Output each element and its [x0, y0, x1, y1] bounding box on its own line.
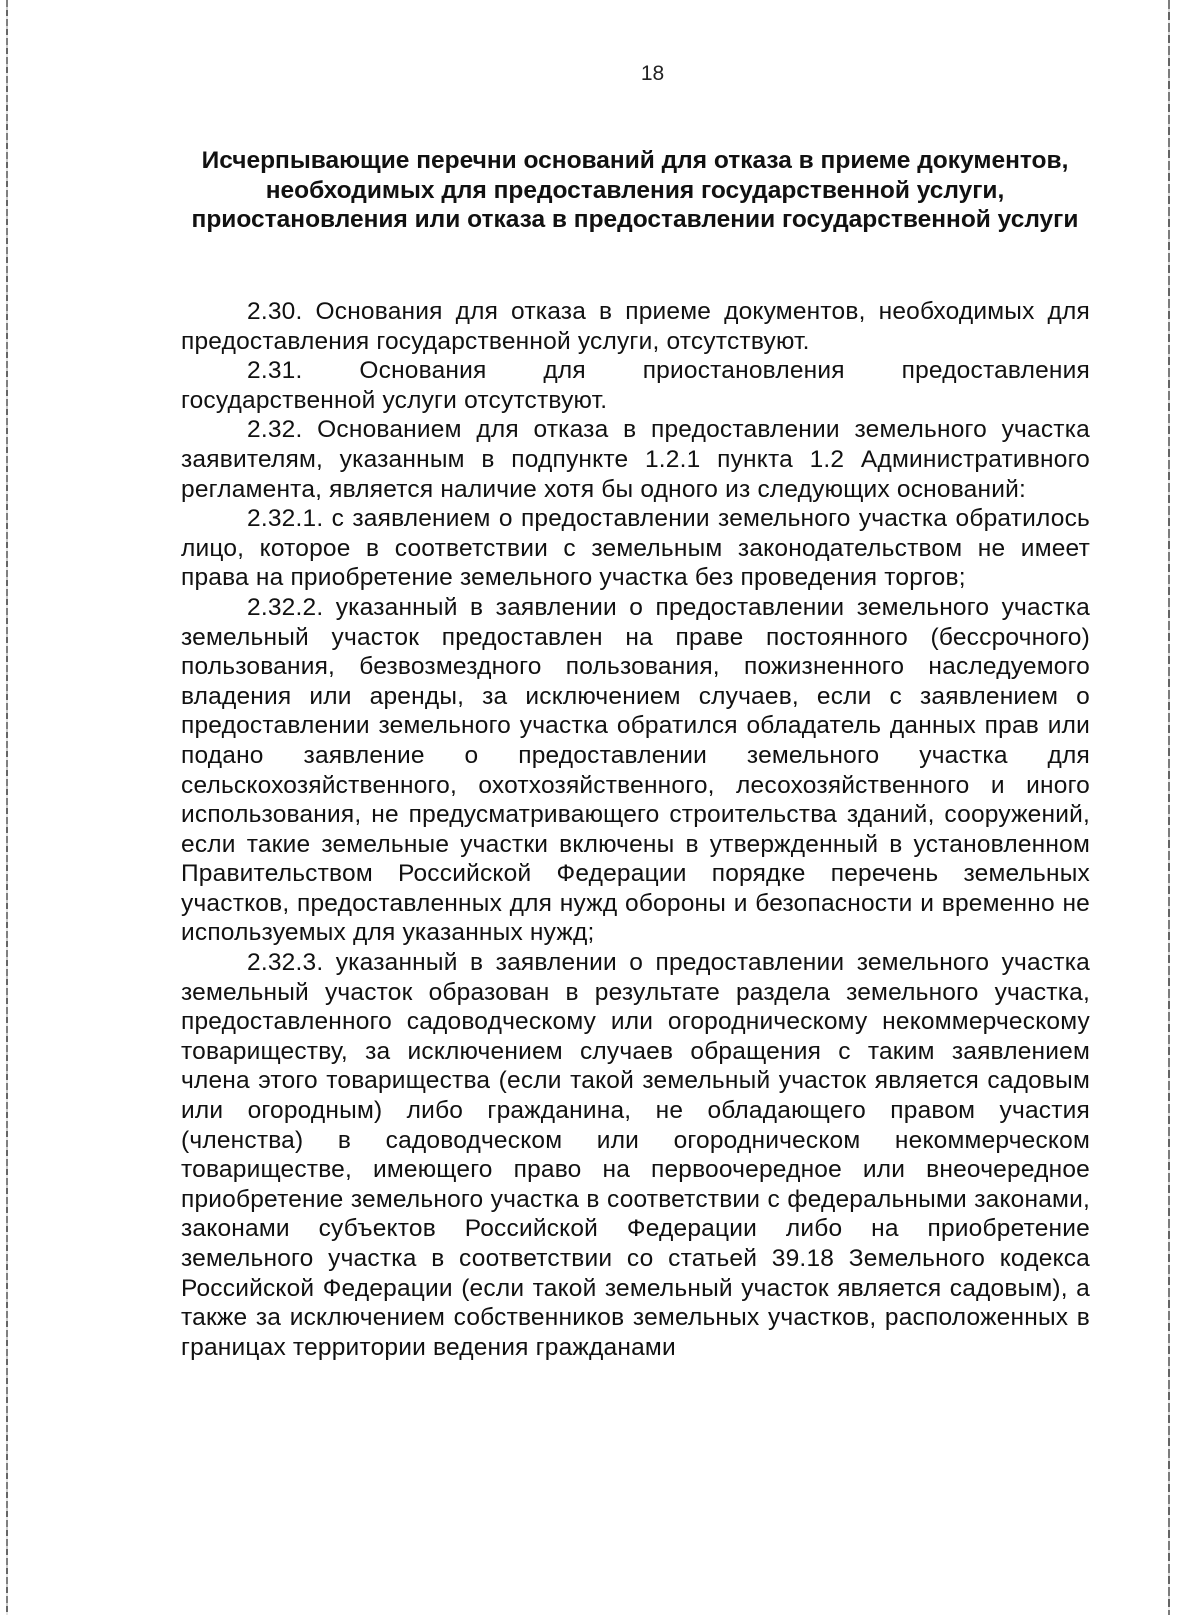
paragraph-2-32-3: 2.32.3. указанный в заявлении о предоставлении земельного участка земельный участок образован в результате раздела земельного участка, предоставленного садоводческому или огородническому некоммерческому товариществу, за исключением случаев обращения с таким заявлением члена этого товарищества (если такой земельный участок является садовым или огородным) либо гражданина, не обладающего правом участия (членства) в садоводческом или огородническом некоммерческом товариществе, имеющего право на первоочередное или внеочередное приобретение земельного участка в соответствии с федеральными законами, законами субъектов Российской Федерации либо на приобретение земельного участка в соответствии со статьей 39.18 Земельного кодекса Российской Федерации (если такой земельный участок является садовым), а также за исключением собственников земельных участков, расположенных в границах территории ведения гражданами	[181, 949, 1090, 1361]
section-heading: Исчерпывающие перечни оснований для отказа в приеме документов, необходимых для предоставления государственной услуги, приостановления или отказа в предоставлении государственной услуги	[191, 147, 1079, 233]
scan-edge-left	[6, 0, 8, 1615]
paragraph-2-31: 2.31. Основания для приостановления предоставления государственной услуги отсутствуют.	[181, 357, 1090, 414]
paragraph-2-32: 2.32. Основанием для отказа в предоставлении земельного участка заявителям, указанным в подпункте 1.2.1 пункта 1.2 Административного регламента, является наличие хотя бы одного из следующих оснований:	[181, 416, 1090, 503]
paragraph-2-30: 2.30. Основания для отказа в приеме документов, необходимых для предоставления государственной услуги, отсутствуют.	[181, 298, 1090, 355]
paragraph-2-32-1: 2.32.1. с заявлением о предоставлении земельного участка обратилось лицо, которое в соответствии с земельным законодательством не имеет права на приобретение земельного участка без проведения торгов;	[181, 505, 1090, 592]
paragraph-2-32-2: 2.32.2. указанный в заявлении о предоставлении земельного участка земельный участок предоставлен на праве постоянного (бессрочного) пользования, безвозмездного пользования, пожизненного наследуемого владения или аренды, за исключением случаев, если с заявлением о предоставлении земельного участка обратился обладатель данных прав или подано заявление о предоставлении земельного участка для сельскохозяйственного, охотхозяйственного, лесохозяйственного и иного использования, не предусматривающего строительства зданий, сооружений, если такие земельные участки включены в утвержденный в установленном Правительством Российской Федерации порядке перечень земельных участков, предоставленных для нужд обороны и безопасности и временно не используемых для указанных нужд;	[181, 593, 1090, 947]
document-body	[181, 297, 1090, 1362]
scan-edge-right	[1168, 0, 1170, 1615]
page-number: 18	[640, 62, 665, 85]
